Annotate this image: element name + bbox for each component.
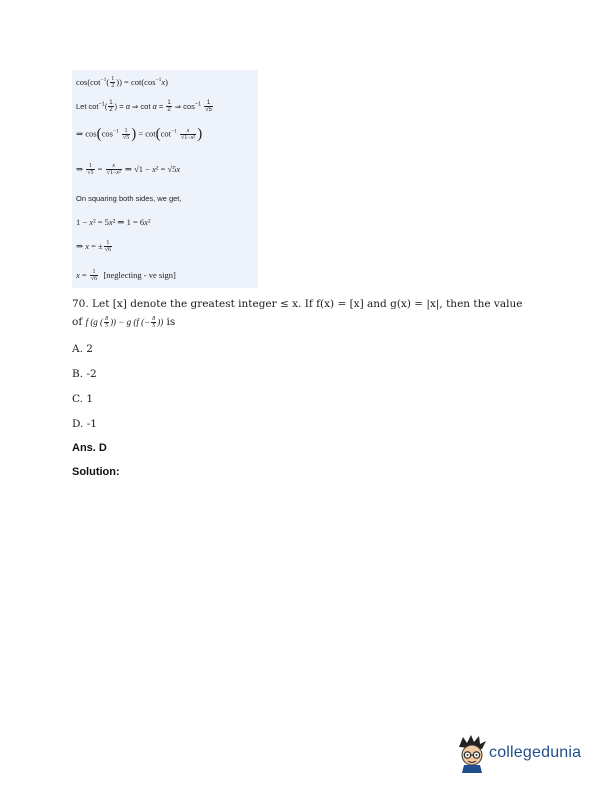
mascot-icon (455, 733, 489, 773)
solution-line-3: ⇒ $\cos(\cos^{-1}$ $\frac{1}{√5}$ ) = $\cot(\cot^{-1}$ $\frac{x}{\text{√1−x²}}$ ) (76, 126, 203, 142)
previous-solution-box (72, 70, 258, 288)
solution-line-7: ⇒ x = ± $\frac{1}{√6}$ (76, 240, 112, 254)
solution-line-2: Let $\cot^{-1}$( $\frac{1}{2}$ ) = α ⇒ cot α = $\frac{1}{2}$ ⇒ $\cos^{-1}$ $\frac{1}{√5}$ (76, 100, 212, 114)
answer-label: Ans. D (72, 442, 107, 454)
solution-line-6: 1 − x² = 5x² ⇒ 1 = 6x² (76, 217, 151, 227)
question-expression: f (g ( $\frac{8}{5}$ )) − g (f (− $\frac{8}{5}$ )) (85, 316, 164, 330)
solution-line-5: On squaring both sides, we get, (76, 194, 182, 203)
option-d: D. -1 (72, 418, 97, 430)
solution-label: Solution: (72, 466, 120, 478)
solution-line-1: $\cos(\cot^{-1}$( $\frac{1}{2}$ )) = $\cot(\cos^{-1}x)$ (76, 76, 168, 90)
solution-line-8: x = $\frac{1}{√6}$ [neglecting - ve sign] (76, 269, 176, 283)
option-c: C. 1 (72, 393, 94, 405)
question-text-line1: 70. Let [x] denote the greatest integer ≤ x. If f(x) = [x] and g(x) = |x|, then the value (72, 298, 523, 310)
option-b: B. -2 (72, 368, 97, 380)
question-suffix: is (166, 316, 176, 328)
question-text-line2 (72, 316, 175, 330)
solution-line-4: ⇒ $\frac{1}{√5}$ = $\frac{x}{\text{√1−x²}}$ ⇒ √1 − x² = √5x (76, 163, 181, 177)
question-prefix: of (72, 316, 83, 328)
option-a: A. 2 (72, 343, 93, 355)
brand-name: collegedunia (489, 744, 582, 761)
